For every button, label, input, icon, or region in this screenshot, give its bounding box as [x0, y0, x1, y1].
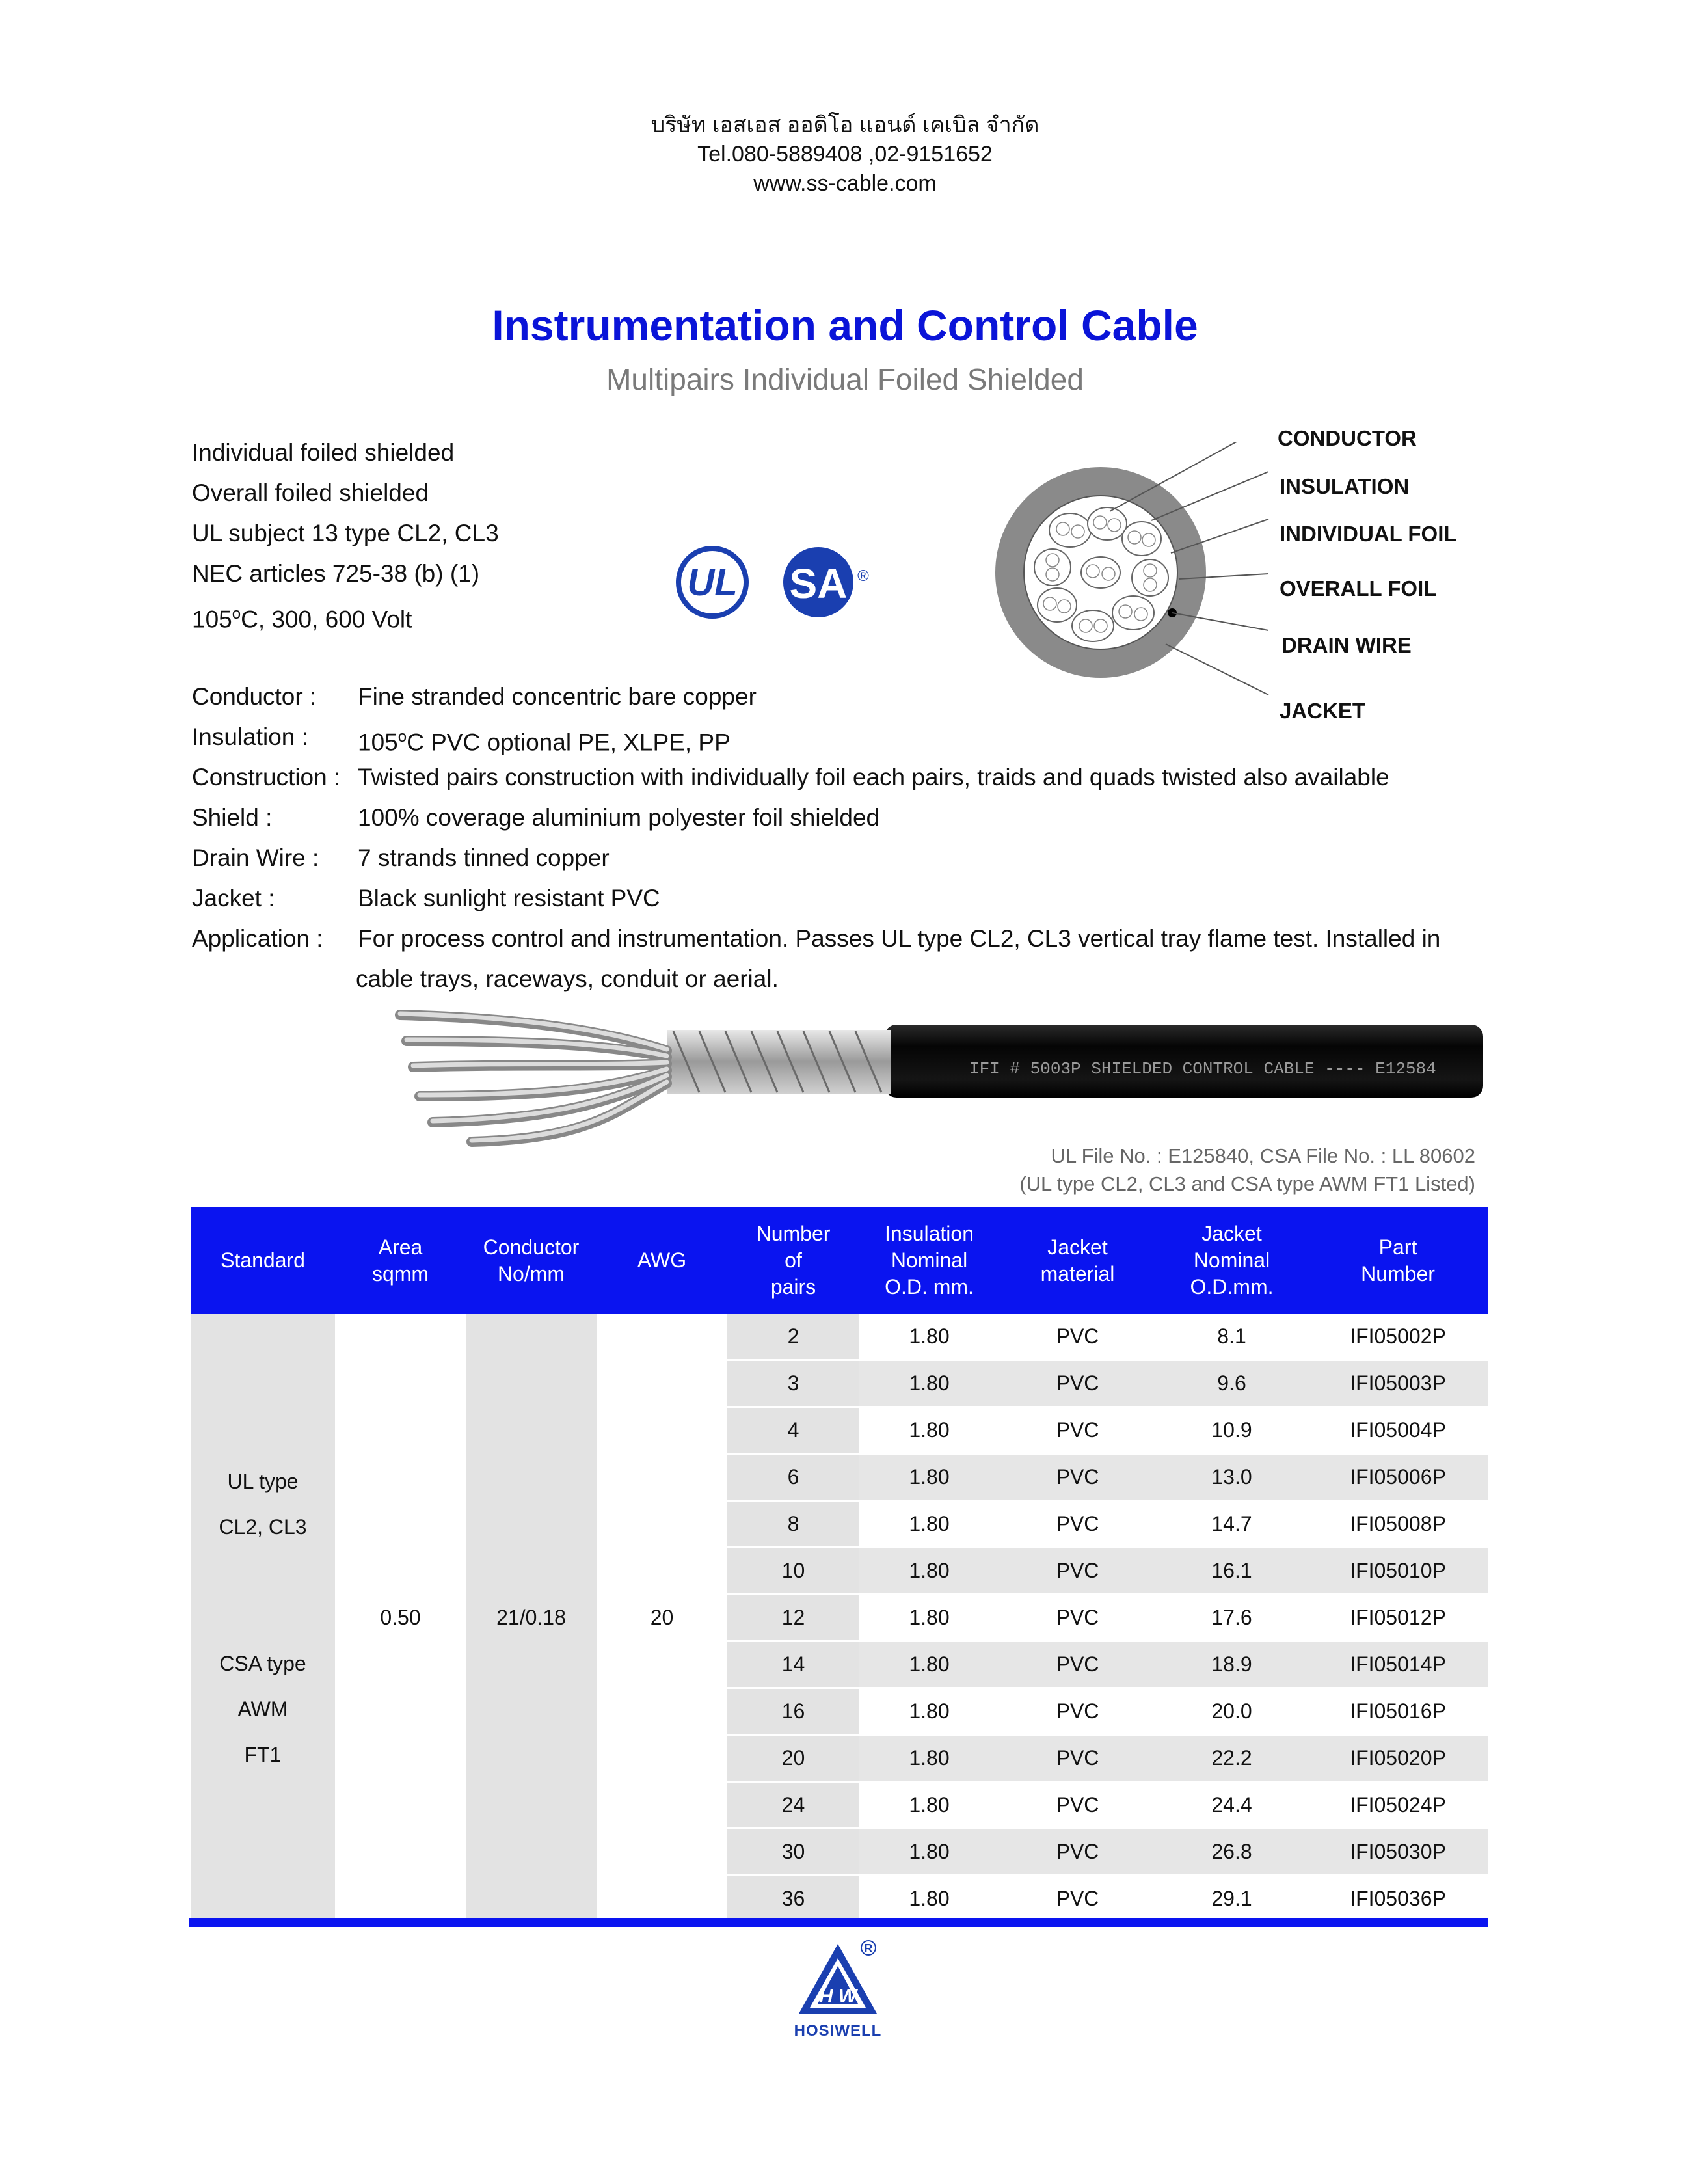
spec-shield [192, 798, 1493, 838]
part-number-cell: IFI05006P [1308, 1454, 1488, 1501]
pairs-cell: 20 [727, 1735, 859, 1782]
jacket-material-cell: PVC [999, 1407, 1156, 1454]
file-numbers [1019, 1142, 1475, 1198]
standard-cell [191, 1314, 335, 1922]
svg-text:H W: H W [818, 1986, 857, 2007]
insulation-cell: 1.80 [859, 1314, 999, 1360]
jacket-od-cell: 22.2 [1156, 1735, 1308, 1782]
pairs-cell: 6 [727, 1454, 859, 1501]
part-number-cell: IFI05024P [1308, 1782, 1488, 1829]
insulation-cell: 1.80 [859, 1407, 999, 1454]
table-header-row [191, 1207, 1488, 1314]
part-number-cell: IFI05014P [1308, 1641, 1488, 1688]
awg-cell: 20 [597, 1314, 727, 1922]
header-insulation: Insulation Nominal O.D. mm. [859, 1207, 999, 1314]
page-subtitle: Multipairs Individual Foiled Shielded [606, 362, 1084, 396]
pairs-cell: 16 [727, 1688, 859, 1735]
company-name: บริษัท เอสเอส ออดิโอ แอนด์ เคเบิล จำกัด [651, 113, 1039, 137]
spec-insulation [192, 717, 1493, 757]
ul-logo [673, 543, 751, 625]
insulation-cell: 1.80 [859, 1829, 999, 1876]
header-jacket-material: Jacket material [999, 1207, 1156, 1314]
jacket-material-cell: PVC [999, 1735, 1156, 1782]
pairs-cell: 36 [727, 1876, 859, 1922]
spec-application [192, 919, 1493, 959]
svg-text:R: R [864, 1942, 873, 1955]
spec-value: Black sunlight resistant PVC [358, 885, 660, 911]
insulation-cell: 1.80 [859, 1641, 999, 1688]
jacket-od-cell: 17.6 [1156, 1595, 1308, 1641]
spec-label: Application : [192, 925, 323, 952]
part-number-cell: IFI05012P [1308, 1595, 1488, 1641]
jacket-od-cell: 18.9 [1156, 1641, 1308, 1688]
spec-conductor [192, 677, 1493, 717]
spec-label: Insulation : [192, 723, 308, 750]
pairs-cell: 4 [727, 1407, 859, 1454]
insulation-cell: 1.80 [859, 1454, 999, 1501]
spec-value: 7 strands tinned copper [358, 844, 610, 871]
spec-value: For process control and instrumentation. Passes UL type CL2, CL3 vertical tray flame test. Installed in [358, 925, 1441, 952]
standard-line: CL2, CL3 [219, 1515, 307, 1539]
pairs-cell: 12 [727, 1595, 859, 1641]
label-individual-foil: INDIVIDUAL FOIL [1280, 522, 1457, 546]
feature-item: UL subject 13 type CL2, CL3 [192, 520, 499, 546]
standard-line: UL type [227, 1469, 299, 1493]
jacket-od-cell: 16.1 [1156, 1548, 1308, 1595]
jacket-material-cell: PVC [999, 1501, 1156, 1548]
spec-jacket [192, 878, 1493, 919]
svg-text:SA: SA [789, 560, 848, 607]
label-conductor: CONDUCTOR [1278, 426, 1417, 450]
jacket-material-cell: PVC [999, 1876, 1156, 1922]
pairs-cell: 30 [727, 1829, 859, 1876]
pairs-cell: 24 [727, 1782, 859, 1829]
header-standard: Standard [191, 1207, 335, 1314]
jacket-material-cell: PVC [999, 1360, 1156, 1407]
feature-item: Overall foiled shielded [192, 479, 429, 506]
company-website: www.ss-cable.com [753, 171, 937, 196]
pairs-cell: 8 [727, 1501, 859, 1548]
page-title: Instrumentation and Control Cable [492, 301, 1198, 349]
part-number-cell: IFI05003P [1308, 1360, 1488, 1407]
spec-value: 100% coverage aluminium polyester foil shielded [358, 804, 880, 831]
label-drain-wire: DRAIN WIRE [1281, 633, 1412, 657]
spec-value: Twisted pairs construction with individually foil each pairs, traids and quads twisted also available [358, 764, 1389, 790]
insulation-cell: 1.80 [859, 1782, 999, 1829]
area-cell: 0.50 [335, 1314, 466, 1922]
jacket-od-cell: 20.0 [1156, 1688, 1308, 1735]
jacket-material-cell: PVC [999, 1782, 1156, 1829]
company-header [0, 111, 1690, 198]
jacket-material-cell: PVC [999, 1688, 1156, 1735]
part-number-cell: IFI05002P [1308, 1314, 1488, 1360]
insulation-cell: 1.80 [859, 1360, 999, 1407]
spec-label: Drain Wire : [192, 844, 319, 871]
file-number-line: UL File No. : E125840, CSA File No. : LL 80602 [1051, 1144, 1475, 1167]
header-area: Area sqmm [335, 1207, 466, 1314]
standard-line: CSA type [219, 1651, 306, 1675]
hosiwell-logo [796, 1939, 893, 2023]
insulation-cell: 1.80 [859, 1688, 999, 1735]
spec-drain-wire [192, 838, 1493, 878]
spec-value: Fine stranded concentric bare copper [358, 683, 757, 710]
jacket-material-cell: PVC [999, 1829, 1156, 1876]
header-conductor: Conductor No/mm [466, 1207, 597, 1314]
standard-line: AWM [237, 1697, 288, 1721]
svg-text:UL: UL [687, 561, 738, 604]
cable-photo [394, 1005, 1486, 1152]
pairs-cell: 14 [727, 1641, 859, 1688]
jacket-od-cell: 10.9 [1156, 1407, 1308, 1454]
cable-cross-section-diagram [995, 442, 1294, 706]
table-bottom-rule [189, 1918, 1488, 1927]
jacket-od-cell: 24.4 [1156, 1782, 1308, 1829]
header-jacket-od: Jacket Nominal O.D.mm. [1156, 1207, 1308, 1314]
label-insulation: INSULATION [1280, 474, 1410, 498]
jacket-od-cell: 14.7 [1156, 1501, 1308, 1548]
part-number-cell: IFI05010P [1308, 1548, 1488, 1595]
csa-logo [781, 543, 872, 625]
jacket-od-cell: 26.8 [1156, 1829, 1308, 1876]
pairs-cell: 3 [727, 1360, 859, 1407]
insulation-cell: 1.80 [859, 1876, 999, 1922]
jacket-material-cell: PVC [999, 1548, 1156, 1595]
header-part-number: Part Number [1308, 1207, 1488, 1314]
table-row [191, 1314, 1488, 1360]
feature-item: NEC articles 725-38 (b) (1) [192, 560, 480, 587]
header-awg: AWG [597, 1207, 727, 1314]
spec-table [191, 1207, 1488, 1923]
part-number-cell: IFI05008P [1308, 1501, 1488, 1548]
svg-text:®: ® [857, 567, 869, 585]
jacket-material-cell: PVC [999, 1595, 1156, 1641]
feature-item: 105$^o$C, 300, 600 Volt [192, 605, 412, 633]
part-number-cell: IFI05004P [1308, 1407, 1488, 1454]
jacket-material-cell: PVC [999, 1314, 1156, 1360]
spec-label: Conductor : [192, 683, 317, 710]
pairs-cell: 10 [727, 1548, 859, 1595]
spec-value: 105$^o$C PVC optional PE, XLPE, PP [358, 728, 731, 756]
label-jacket: JACKET [1280, 699, 1366, 723]
spec-label: Construction : [192, 764, 341, 790]
listing-note: (UL type CL2, CL3 and CSA type AWM FT1 Listed) [1019, 1172, 1475, 1195]
jacket-material-cell: PVC [999, 1454, 1156, 1501]
jacket-od-cell: 8.1 [1156, 1314, 1308, 1360]
insulation-cell: 1.80 [859, 1501, 999, 1548]
part-number-cell: IFI05036P [1308, 1876, 1488, 1922]
label-overall-foil: OVERALL FOIL [1280, 576, 1437, 600]
spec-label: Jacket : [192, 885, 275, 911]
spec-label: Shield : [192, 804, 273, 831]
part-number-cell: IFI05016P [1308, 1688, 1488, 1735]
jacket-od-cell: 9.6 [1156, 1360, 1308, 1407]
company-phone: Tel.080-5889408 ,02-9151652 [697, 142, 993, 167]
standard-line [191, 1550, 335, 1595]
jacket-od-cell: 29.1 [1156, 1876, 1308, 1922]
jacket-od-cell: 13.0 [1156, 1454, 1308, 1501]
pairs-cell: 2 [727, 1314, 859, 1360]
spec-value: cable trays, raceways, conduit or aerial. [356, 965, 779, 992]
standard-line: FT1 [244, 1742, 282, 1766]
svg-text:IFI # 5003P SHIELDED CONTROL: IFI # 5003P SHIELDED CONTROL CABLE ---- E12584 [969, 1059, 1436, 1079]
part-number-cell: IFI05020P [1308, 1735, 1488, 1782]
insulation-cell: 1.80 [859, 1548, 999, 1595]
spec-application-continued [192, 959, 1493, 999]
logo-name: HOSIWELL [794, 2022, 882, 2040]
specifications [192, 677, 1493, 999]
standard-line [191, 1595, 335, 1641]
insulation-cell: 1.80 [859, 1595, 999, 1641]
feature-item: Individual foiled shielded [192, 439, 455, 466]
spec-construction [192, 757, 1493, 798]
header-pairs: Number of pairs [727, 1207, 859, 1314]
insulation-cell: 1.80 [859, 1735, 999, 1782]
conductor-cell: 21/0.18 [466, 1314, 597, 1922]
part-number-cell: IFI05030P [1308, 1829, 1488, 1876]
feature-list [192, 433, 499, 640]
jacket-material-cell: PVC [999, 1641, 1156, 1688]
